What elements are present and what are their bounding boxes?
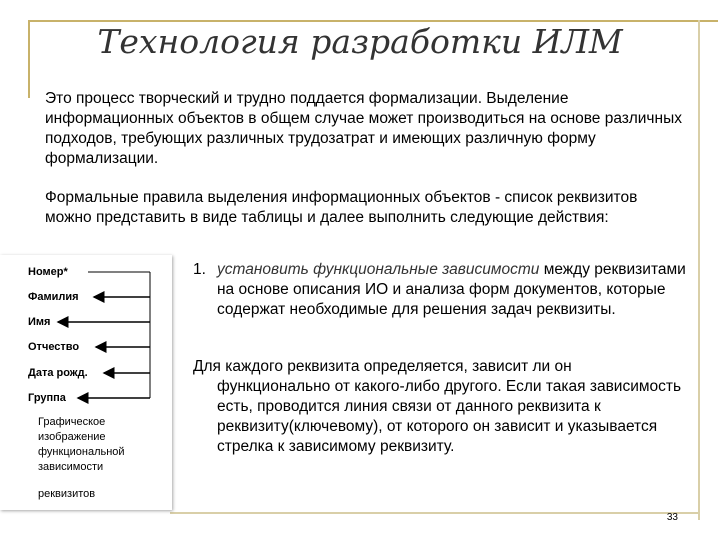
field-group: Группа	[28, 392, 66, 404]
list-item-1-text: между реквизитами на основе описания ИО и анализа форм документов, которые содержат необходимые для решения задач реквизиты.	[217, 261, 686, 318]
list-item-1-emphasis: установить функциональные зависимости	[217, 261, 540, 278]
page-number: 33	[666, 512, 678, 523]
field-number: Номер*	[28, 266, 68, 278]
field-patronymic: Отчество	[28, 341, 80, 353]
diagram-caption: Графическое изображение функциональной зависимости	[38, 416, 125, 473]
list-item-2-first-line: Для каждого реквизита определяется, зависит ли он	[193, 358, 572, 375]
field-birthdate: Дата рожд.	[28, 367, 88, 379]
field-name: Имя	[28, 316, 51, 328]
diagram-caption-last: реквизитов	[38, 488, 96, 500]
list-item-2-text: функционально от какого-либо другого. Если такая зависимость есть, проводится линия связи от данного реквизита к реквизиту(ключевому), от которого он зависит и указывается стрелка к зависимому реквизиту.	[217, 378, 682, 455]
rules-paragraph: Формальные правила выделения информационных объектов - список реквизитов можно представить в виде таблицы и далее выполнить следующие действия:	[45, 189, 638, 226]
intro-paragraph: Это процесс творческий и трудно поддается формализации. Выделение информационных объектов в общем случае может производиться на основе различных подходов, требующих различных трудозатрат и имеющих различную форму формализации.	[45, 90, 682, 167]
list-item-2	[193, 357, 693, 457]
slide-title: Технология разработки ИЛМ	[97, 22, 623, 61]
field-surname: Фамилия	[28, 291, 79, 303]
list-item-1-number: 1.	[193, 261, 206, 278]
list-item-1	[193, 260, 693, 320]
